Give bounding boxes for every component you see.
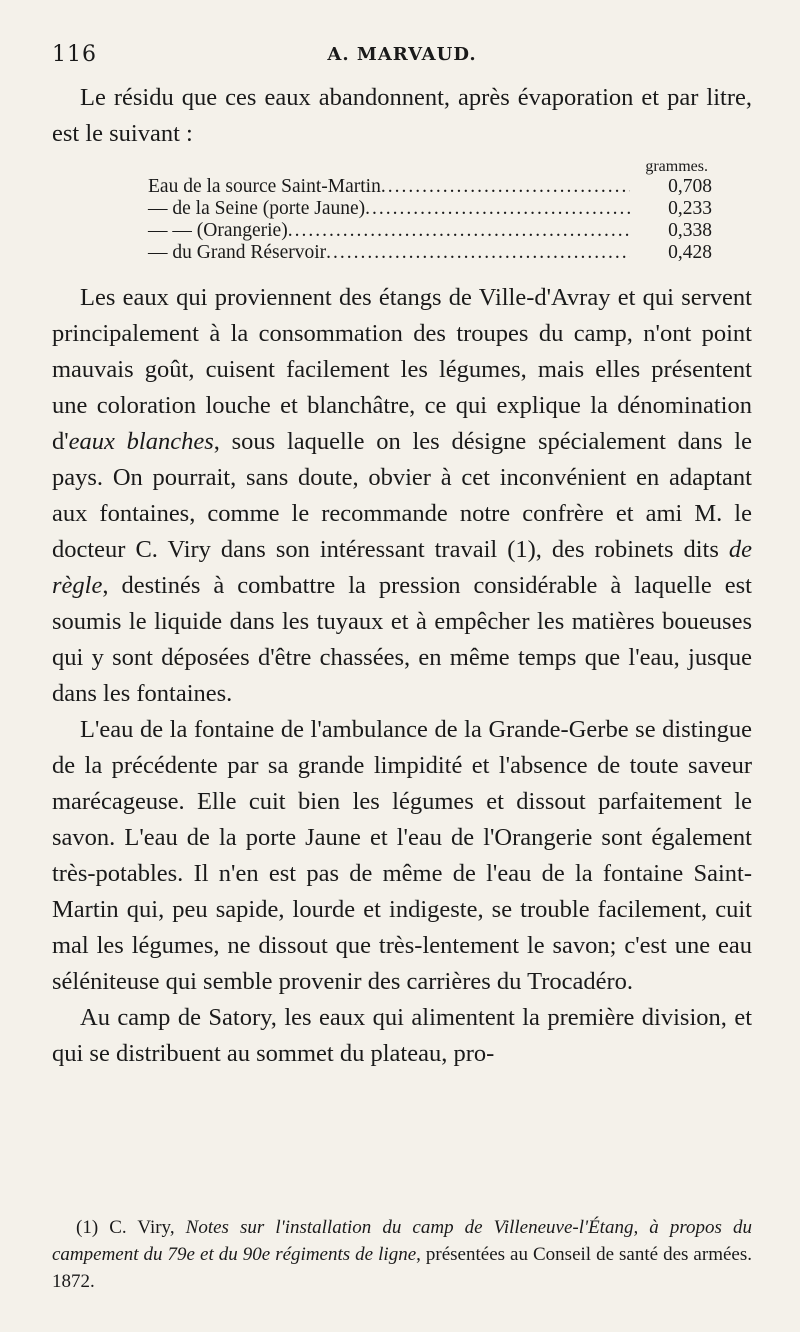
footnote-tail: , présentées au Conseil de santé des armées. 1872.: [52, 1244, 752, 1292]
table-row-label: — — (Orangerie): [148, 220, 288, 241]
table-unit: grammes.: [645, 158, 708, 175]
paragraph-eaux-blanches: [52, 280, 752, 712]
footnote-marker: (1) C. Viry,: [76, 1217, 186, 1238]
table-row: [148, 220, 712, 242]
footnote-title: Notes sur l'installation du camp de Villeneuve-l'Étang, à propos du campement du 79e et du 90e régiments de ligne: [52, 1217, 753, 1265]
table-row-label: — du Grand Réservoir: [148, 242, 327, 263]
italic-term: eaux blanches: [68, 428, 214, 455]
leader-dots: [288, 220, 630, 242]
table-row-value: 0,338: [668, 220, 712, 241]
body-text: [52, 80, 752, 1072]
paragraph-satory: Au camp de Satory, les eaux qui alimentent la première division, et qui se distribuent au sommet du plateau, pro-: [52, 1004, 752, 1067]
table-row-value: 0,233: [668, 198, 712, 219]
leader-dots: [365, 198, 630, 220]
running-head-author: A. MARVAUD.: [327, 44, 477, 65]
leader-dots: [326, 242, 630, 264]
paragraph-grande-gerbe: L'eau de la fontaine de l'ambulance de la Grande-Gerbe se distingue de la précédente par sa grande limpidité et l'absence de toute saveur marécageuse. Elle cuit bien les légumes et dissout parfaitement le savon. L'eau de la porte Jaune et l'eau de l'Orangerie sont également très-potables. Il n'en est pas de même de l'eau de la fontaine Saint-Martin qui, peu sapide, lourde et indigeste, se trouble facilement, cuit mal les légumes, ne dissout que très-lentement le savon; c'est une eau séléniteuse qui semble provenir des carrières du Trocadéro.: [52, 716, 752, 995]
leader-dots: [381, 176, 630, 198]
table-row: [148, 198, 712, 220]
page-number: 116: [52, 42, 97, 67]
table-row: [148, 176, 712, 198]
table-row-value: 0,428: [668, 242, 712, 263]
italic-term: de règle: [52, 536, 752, 599]
table-row-label: Eau de la source Saint-Martin: [148, 176, 381, 197]
table-row-value: 0,708: [668, 176, 712, 197]
table-row-label: — de la Seine (porte Jaune): [148, 198, 366, 219]
running-head: [52, 42, 752, 72]
table-row: [148, 242, 712, 264]
footnote: [52, 1214, 752, 1295]
intro-paragraph: Le résidu que ces eaux abandonnent, après évaporation et par litre, est le suivant :: [52, 84, 752, 147]
paragraph-text: , sous laquelle on les désigne spécialement dans le pays. On pourrait, sans doute, obvier à cet inconvénient en adaptant aux fontaines, comme le recommande notre confrère et ami M. le docteur C. Viry dans son intéressant travail (1), des robinets dits: [52, 428, 752, 563]
paragraph-text: , destinés à combattre la pression considérable à laquelle est soumis le liquide dans les tuyaux et à empêcher les matières boueuses qui y sont déposées d'être chassées, en même temps que l'eau, jusque dans les fontaines.: [52, 572, 752, 707]
paragraph-text: Les eaux qui proviennent des étangs de Ville-d'Avray et qui servent principalement à la consommation des troupes du camp, n'ont point mauvais goût, cuisent facilement les légumes, mais elles présentent une coloration louche et blanchâtre, ce qui explique la dénomination d': [52, 284, 752, 455]
residue-table: [148, 158, 712, 264]
